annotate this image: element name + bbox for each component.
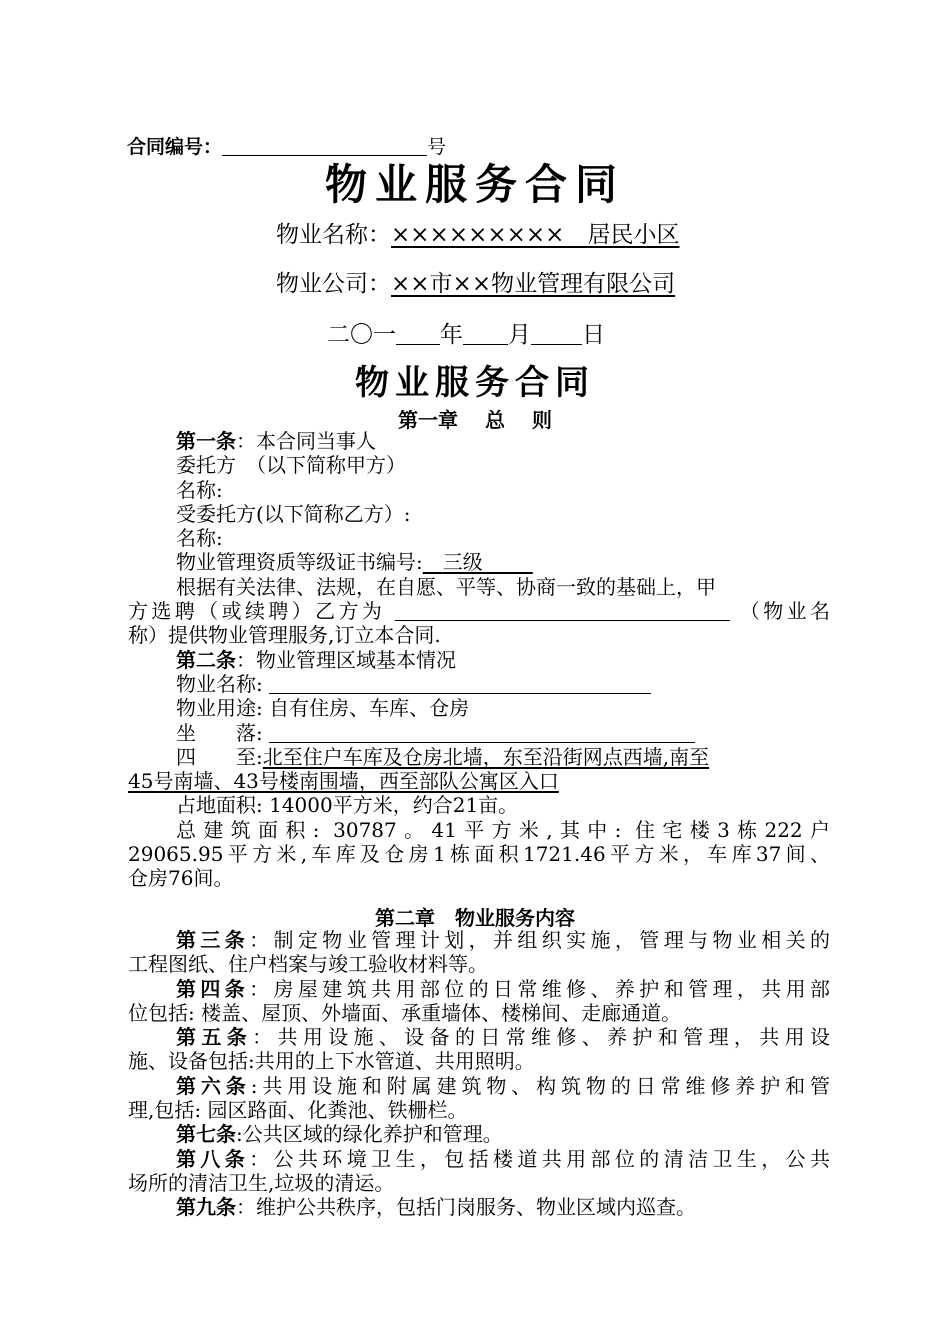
article-4-line-1 xyxy=(128,977,830,1001)
prop-name-label: 物业名称: xyxy=(176,671,263,696)
prop-name-line xyxy=(128,672,830,696)
article-9-label: 第九条 xyxy=(176,1195,236,1220)
chapter-1-heading: 第一章 总 则 xyxy=(398,408,552,432)
article-5-label: 第五条 xyxy=(176,1025,253,1050)
cover-date-line xyxy=(327,316,605,349)
cover-title: 物业服务合同 xyxy=(324,160,625,209)
article-5-text-1: ：共用设施、设备的日常维修、养护和管理，共用设 xyxy=(252,1025,831,1050)
party-a-line: 委托方 （以下简称甲方） xyxy=(176,453,406,478)
article-1 xyxy=(128,429,830,453)
article-8-line-1 xyxy=(128,1147,830,1171)
article-3-text-1: ：制定物业管理计划，并组织实施，管理与物业相关的 xyxy=(249,928,831,952)
article-3-line-1 xyxy=(128,928,830,952)
main-title: 物业服务合同 xyxy=(355,363,595,403)
article-7-line-1 xyxy=(128,1122,830,1146)
cover-company-value: ××市××物业管理有限公司 xyxy=(391,271,676,297)
bounds-line-1 xyxy=(128,745,830,769)
chapter-2-body xyxy=(128,928,830,1220)
cert-label: 物业管理资质等级证书编号: xyxy=(176,550,423,575)
location-line xyxy=(128,721,830,745)
basis-line-3: 称）提供物业管理服务,订立本合同. xyxy=(128,623,441,648)
article-3-label: 第三条 xyxy=(176,928,250,952)
party-b-name: 名称: xyxy=(176,526,223,551)
chapter-2-heading: 第二章 物业服务内容 xyxy=(375,906,575,930)
basis-line-2 xyxy=(128,599,830,623)
basis-text-2a: 方选聘（或续聘）乙方为 xyxy=(128,599,386,624)
contract-number-suffix: 号 xyxy=(427,136,447,158)
date-month-label: 月 xyxy=(508,322,531,348)
article-1-text: ：本合同当事人 xyxy=(236,429,376,453)
article-3-line-2: 工程图纸、住户档案与竣工验收材料等。 xyxy=(128,952,488,977)
article-6-line-2: 理,包括: 园区路面、化粪池、铁栅栏。 xyxy=(128,1098,468,1123)
article-7-label: 第七条 xyxy=(176,1122,236,1147)
date-prefix: 二〇一 xyxy=(327,322,396,348)
article-9-text-1: ：维护公共秩序，包括门岗服务、物业区域内巡查。 xyxy=(236,1195,696,1220)
cover-company-label: 物业公司： xyxy=(276,271,391,297)
contract-number-label: 合同编号： xyxy=(127,136,223,158)
article-2 xyxy=(128,648,830,672)
article-5-line-1 xyxy=(128,1025,830,1049)
cover-property-line xyxy=(276,216,679,249)
property-name-blank[interactable] xyxy=(395,600,730,621)
article-2-text: ：物业管理区域基本情况 xyxy=(236,647,456,672)
article-8-label: 第八条 xyxy=(176,1146,250,1171)
article-6-label: 第六条 xyxy=(176,1073,251,1098)
basis-text-2b: （物业名 xyxy=(739,599,831,624)
cover-property-value: ××××××××× 居民小区 xyxy=(391,222,680,248)
article-4-line-2: 位包括: 楼盖、屋顶、外墙面、承重墙体、楼梯间、走廊通道。 xyxy=(128,1000,682,1025)
cover-company-line xyxy=(276,265,675,298)
date-month-blank[interactable] xyxy=(463,322,508,345)
article-4-label: 第四条 xyxy=(176,976,250,1001)
party-a-name: 名称: xyxy=(176,477,223,502)
location-label: 坐 落: xyxy=(176,720,263,745)
date-day-blank[interactable] xyxy=(531,322,582,345)
article-6-text-1: :共用设施和附属建筑物、构筑物的日常维修养护和管 xyxy=(250,1073,830,1098)
date-day-label: 日 xyxy=(582,322,605,348)
cert-value: 三级 xyxy=(442,550,483,575)
article-5-line-2: 施、设备包括:共用的上下水管道、共用照明。 xyxy=(128,1049,535,1074)
location-blank[interactable] xyxy=(269,722,695,743)
bounds-text-1: 北至住户车库及仓房北墙，东至沿街网点西墙,南至 xyxy=(262,744,710,769)
land-area-line: 占地面积: 14000平方米，约合21亩。 xyxy=(176,793,519,818)
date-year-blank[interactable] xyxy=(396,322,440,345)
party-b-line: 受委托方(以下简称乙方）: xyxy=(176,501,411,526)
prop-name-blank[interactable] xyxy=(269,673,651,694)
article-1-label: 第一条 xyxy=(176,429,236,453)
bounds-line-2 xyxy=(128,769,830,793)
article-9-line-1 xyxy=(128,1195,830,1219)
floor-area-line-1: 总建筑面积: 30787。41平方米,其中: 住宅楼3栋222户 xyxy=(176,817,830,842)
floor-area-line-3: 仓房76间。 xyxy=(128,866,234,891)
article-8-line-2: 场所的清洁卫生,垃圾的清运。 xyxy=(128,1170,395,1195)
floor-area-line-2: 29065.95平方米,车库及仓房1栋面积1721.46平方米，车库37间、 xyxy=(128,842,830,867)
article-6-line-1 xyxy=(128,1074,830,1098)
chapter-1-body xyxy=(128,429,830,891)
basis-line-1: 根据有关法律、法规，在自愿、平等、协商一致的基础上，甲 xyxy=(176,574,716,599)
cert-line xyxy=(128,550,830,574)
article-2-label: 第二条 xyxy=(176,647,236,672)
prop-use-line: 物业用途: 自有住房、车库、仓房 xyxy=(176,696,470,721)
article-8-text-1: ：公共环境卫生，包括楼道共用部位的清洁卫生，公共 xyxy=(249,1146,831,1171)
bounds-text-2: 45号南墙、43号楼南围墙，西至部队公寓区入口 xyxy=(128,769,559,794)
article-4-text-1: ：房屋建筑共用部位的日常维修、养护和管理，共用部 xyxy=(249,976,831,1001)
date-year-label: 年 xyxy=(440,322,463,348)
article-7-text-1: :公共区域的绿化养护和管理。 xyxy=(236,1122,503,1147)
bounds-label: 四 至: xyxy=(176,744,263,769)
cover-property-label: 物业名称： xyxy=(276,222,391,248)
